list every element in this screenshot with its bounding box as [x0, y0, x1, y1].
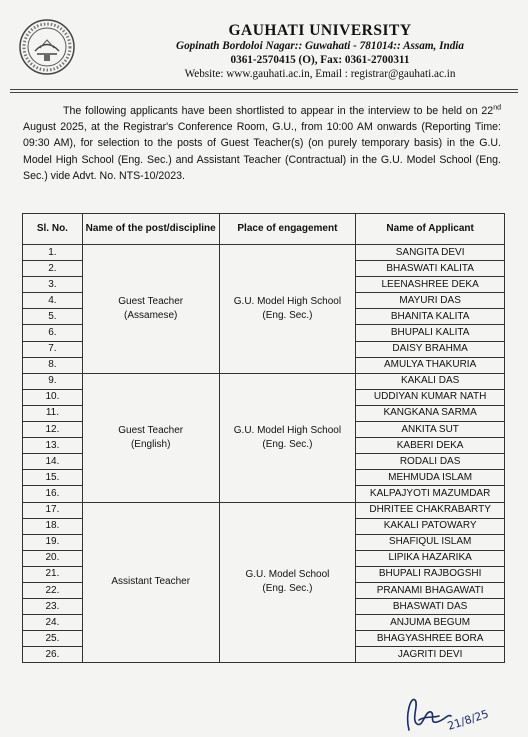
table-row: [23, 502, 505, 518]
serial-number: 23.: [23, 599, 83, 615]
applicant-name: BHASWATI KALITA: [356, 261, 505, 277]
applicant-name: RODALI DAS: [356, 454, 505, 470]
applicant-name: SHAFIQUL ISLAM: [356, 534, 505, 550]
applicant-name: BHAGYASHREE BORA: [356, 631, 505, 647]
place-name: G.U. Model School: [245, 569, 330, 581]
applicant-name: LEENASHREE DEKA: [356, 277, 505, 293]
place-of-engagement: [219, 373, 356, 502]
notice-date-suffix: nd: [493, 104, 501, 112]
applicant-name: PRANAMI BHAGAWATI: [356, 582, 505, 598]
serial-number: 2.: [23, 261, 83, 277]
post-discipline: [82, 245, 219, 374]
header-post: Name of the post/discipline: [82, 214, 219, 245]
serial-number: 1.: [23, 245, 83, 261]
place-section: (Eng. Sec.): [262, 438, 313, 450]
table-row: [23, 245, 505, 261]
handwritten-signature-icon: [395, 690, 505, 735]
serial-number: 24.: [23, 615, 83, 631]
applicant-name: BHASWATI DAS: [356, 599, 505, 615]
post-discipline-name: (English): [130, 438, 171, 450]
serial-number: 12.: [23, 422, 83, 438]
post-title: Guest Teacher: [118, 424, 184, 436]
applicant-name: BHUPALI KALITA: [356, 325, 505, 341]
post-discipline-name: (Assamese): [124, 309, 178, 321]
table-header-row: [23, 214, 505, 245]
notice-text-part1: The following applicants have been shortlisted to appear in the interview to be held on 22: [63, 105, 494, 117]
post-discipline: [82, 373, 219, 502]
serial-number: 18.: [23, 518, 83, 534]
notice-text-part2: August 2025, at the Registrar's Conference Room, G.U., from 10:00 AM onwards (Reporting Time: 09:30 AM), for selection to the posts of Guest Teacher(s) (on purely temporary basis) in the G.U. Model High School (Eng. Sec.) and Assistant Teacher (Contractual) in the G.U. Model School (Eng. Sec.) vide Advt. No. NTS-10/2023.: [23, 121, 501, 182]
university-phone: 0361-2570415 (O), Fax: 0361-2700311: [230, 54, 410, 66]
applicant-name: SANGITA DEVI: [356, 245, 505, 261]
applicant-name: MAYURI DAS: [356, 293, 505, 309]
header-applicant: Name of Applicant: [356, 214, 505, 245]
serial-number: 3.: [23, 277, 83, 293]
header-place: Place of engagement: [219, 214, 356, 245]
notice-paragraph: [23, 103, 501, 184]
university-contact: Website: www.gauhati.ac.in, Email : registrar@gauhati.ac.in: [184, 68, 456, 80]
serial-number: 13.: [23, 438, 83, 454]
university-seal-icon: [18, 18, 76, 76]
serial-number: 8.: [23, 357, 83, 373]
applicant-name: LIPIKA HAZARIKA: [356, 550, 505, 566]
serial-number: 26.: [23, 647, 83, 663]
place-of-engagement: [219, 502, 356, 663]
applicant-name: BHANITA KALITA: [356, 309, 505, 325]
applicant-name: DAISY BRAHMA: [356, 341, 505, 357]
applicant-name: MEHMUDA ISLAM: [356, 470, 505, 486]
place-name: G.U. Model High School: [233, 424, 342, 436]
serial-number: 14.: [23, 454, 83, 470]
applicant-name: KANGKANA SARMA: [356, 405, 505, 421]
applicant-name: KABERI DEKA: [356, 438, 505, 454]
applicant-name: UDDIYAN KUMAR NATH: [356, 389, 505, 405]
applicant-name: KALPAJYOTI MAZUMDAR: [356, 486, 505, 502]
shortlist-table: [22, 213, 505, 663]
serial-number: 19.: [23, 534, 83, 550]
post-title: Assistant Teacher: [111, 576, 191, 588]
applicant-name: BHUPALI RAJBOGSHI: [356, 566, 505, 582]
serial-number: 4.: [23, 293, 83, 309]
serial-number: 5.: [23, 309, 83, 325]
applicant-name: KAKALI DAS: [356, 373, 505, 389]
serial-number: 10.: [23, 389, 83, 405]
serial-number: 16.: [23, 486, 83, 502]
place-section: (Eng. Sec.): [262, 309, 313, 321]
university-name: GAUHATI UNIVERSITY: [228, 22, 412, 39]
serial-number: 20.: [23, 550, 83, 566]
place-name: G.U. Model High School: [233, 295, 342, 307]
applicant-name: ANJUMA BEGUM: [356, 615, 505, 631]
table-row: [23, 373, 505, 389]
applicant-name: JAGRITI DEVI: [356, 647, 505, 663]
applicant-name: KAKALI PATOWARY: [356, 518, 505, 534]
place-of-engagement: [219, 245, 356, 374]
serial-number: 6.: [23, 325, 83, 341]
serial-number: 17.: [23, 502, 83, 518]
post-discipline: [82, 502, 219, 663]
serial-number: 15.: [23, 470, 83, 486]
applicant-name: DHRITEE CHAKRABARTY: [356, 502, 505, 518]
serial-number: 11.: [23, 405, 83, 421]
header-sl-no: Sl. No.: [23, 214, 83, 245]
university-address: Gopinath Bordoloi Nagar:: Guwahati - 781014:: Assam, India: [175, 40, 465, 52]
serial-number: 9.: [23, 373, 83, 389]
header-divider: [10, 89, 518, 90]
place-section: (Eng. Sec.): [262, 583, 313, 595]
header-divider-secondary: [10, 92, 518, 93]
signature-date: 21/8/25: [445, 707, 491, 733]
serial-number: 25.: [23, 631, 83, 647]
post-title: Guest Teacher: [118, 295, 184, 307]
serial-number: 7.: [23, 341, 83, 357]
applicant-name: AMULYA THAKURIA: [356, 357, 505, 373]
letterhead: [0, 0, 528, 96]
serial-number: 21.: [23, 566, 83, 582]
serial-number: 22.: [23, 582, 83, 598]
applicant-name: ANKITA SUT: [356, 422, 505, 438]
